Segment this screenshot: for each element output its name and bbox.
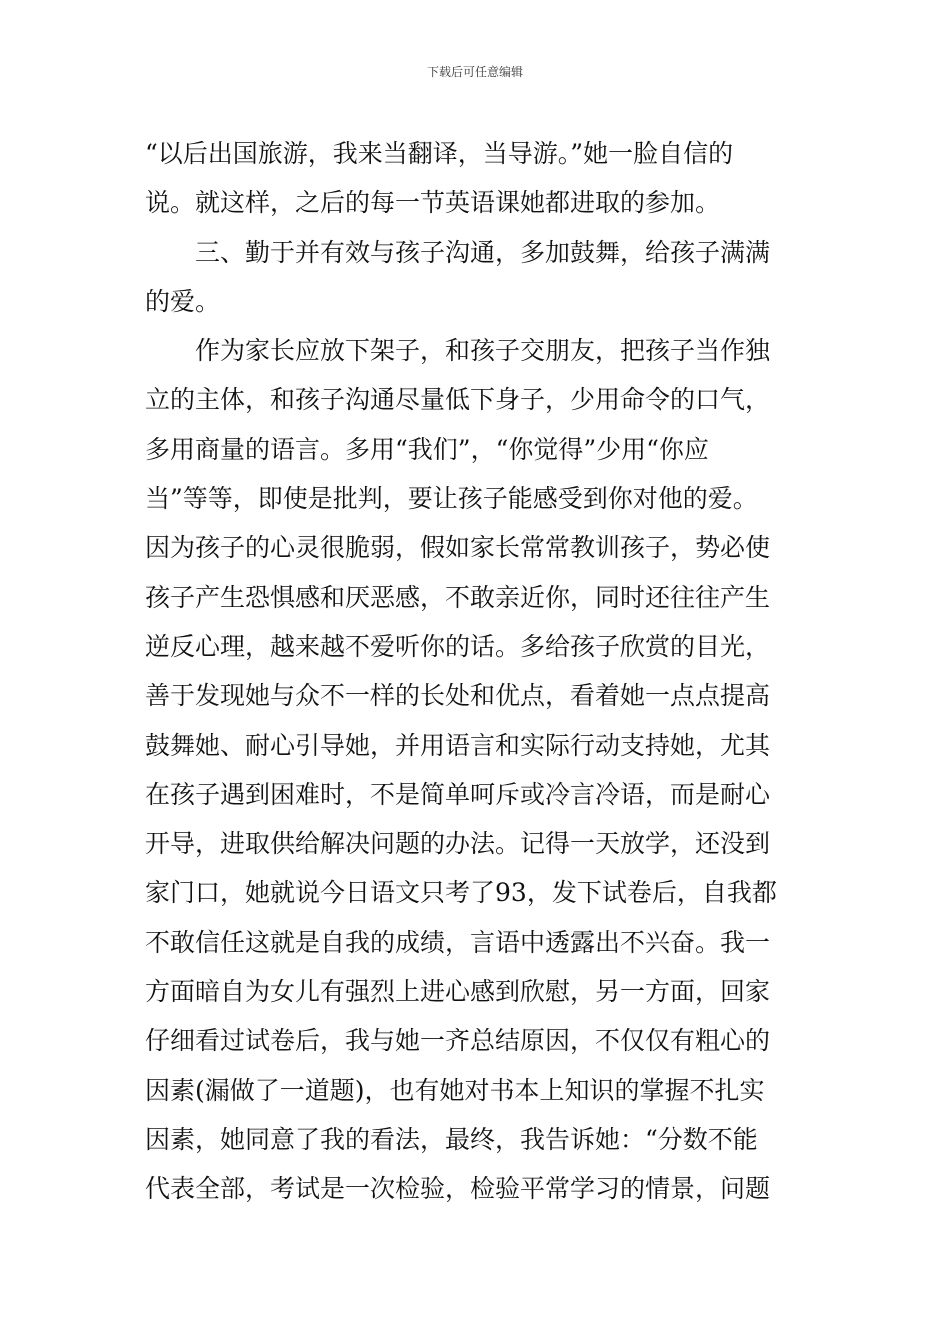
text-line: 因为孩子的心灵很脆弱，假如家长常常教训孩子，势必使 bbox=[145, 533, 771, 563]
text-line: 孩子产生恐惧感和厌恶感，不敢亲近你，同时还往往产生 bbox=[145, 582, 771, 612]
text-line: 多用商量的语言。多用“我们”，“你觉得”少用“你应 bbox=[145, 434, 709, 464]
text-line: 开导，进取供给解决问题的办法。记得一天放学，还没到 bbox=[145, 829, 771, 859]
page-header: 下载后可任意编辑 bbox=[426, 65, 523, 79]
text-line: 立的主体，和孩子沟通尽量低下身子，少用命令的口气， bbox=[145, 385, 771, 415]
text-line: “以后出国旅游，我来当翻译，当导游。”她一脸自信的 bbox=[145, 139, 734, 168]
text-line: 善于发现她与众不一样的长处和优点，看着她一点点提高 bbox=[145, 681, 771, 711]
text-line: 不敢信任这就是自我的成绩，言语中透露出不兴奋。我一 bbox=[145, 927, 771, 957]
section-heading: 三、勤于并有效与孩子沟通，多加鼓舞，给孩子满满 bbox=[195, 237, 771, 267]
text-line: 当”等等，即使是批判，要让孩子能感受到你对他的爱。 bbox=[145, 484, 758, 514]
text-line: 方面暗自为女儿有强烈上进心感到欣慰，另一方面，回家 bbox=[145, 977, 771, 1007]
text-line: 说。就这样，之后的每一节英语课她都进取的参加。 bbox=[145, 188, 721, 218]
text-line: 仔细看过试卷后，我与她一齐总结原因，不仅仅有粗心的 bbox=[145, 1026, 771, 1056]
document-body bbox=[145, 129, 825, 1214]
text-line: 因素，她同意了我的看法，最终，我告诉她：“分数不能 bbox=[145, 1124, 758, 1154]
text-line: 因素(漏做了一道题)，也有她对书本上知识的掌握不扎实 bbox=[145, 1075, 765, 1105]
text-line: 逆反心理，越来越不爱听你的话。多给孩子欣赏的目光， bbox=[145, 631, 771, 661]
text-line: 在孩子遇到困难时，不是简单呵斥或冷言冷语，而是耐心 bbox=[145, 779, 771, 809]
text-line: 鼓舞她、耐心引导她，并用语言和实际行动支持她，尤其 bbox=[145, 730, 771, 760]
text-line: 代表全部，考试是一次检验，检验平常学习的情景，问题 bbox=[145, 1174, 771, 1204]
paragraph-start: 作为家长应放下架子，和孩子交朋友，把孩子当作独 bbox=[195, 336, 771, 366]
text-line: 家门口，她就说今日语文只考了93，发下试卷后，自我都 bbox=[145, 878, 777, 908]
text-line: 的爱。 bbox=[145, 286, 221, 316]
